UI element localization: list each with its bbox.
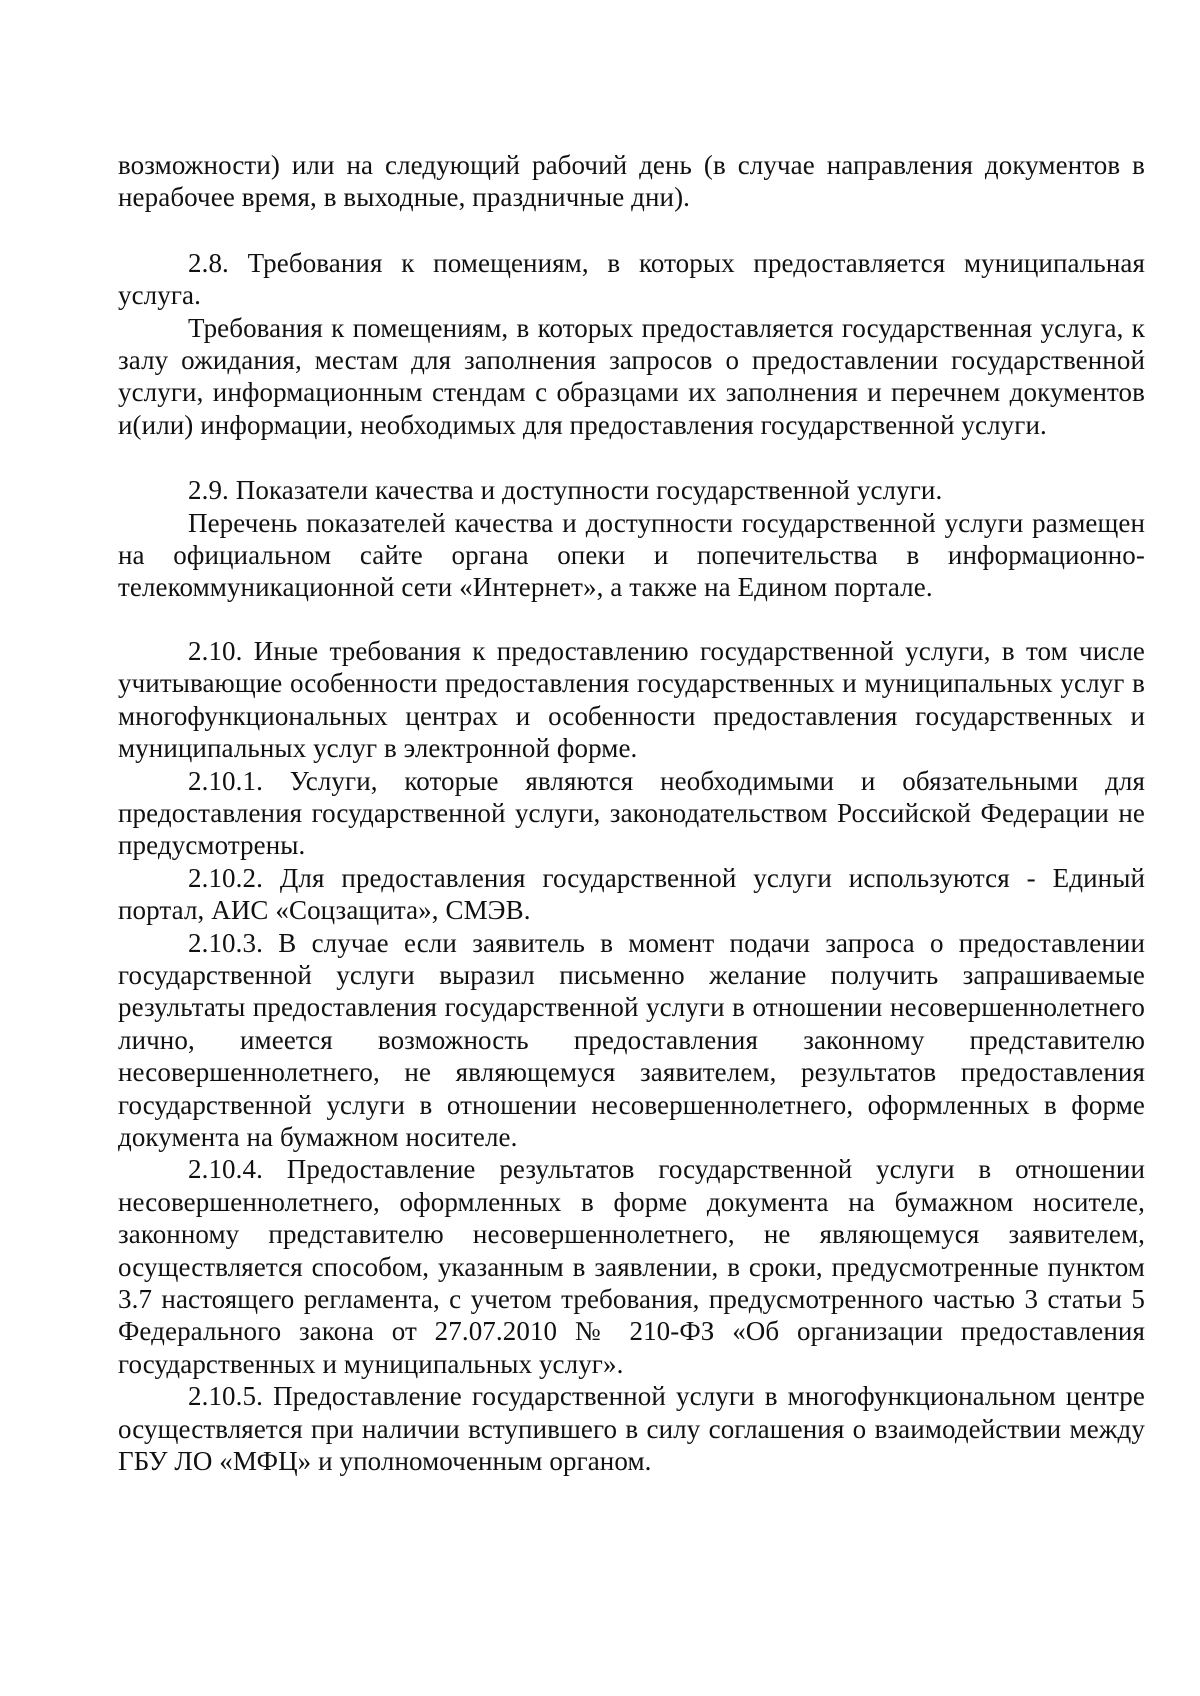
paragraph-2-10-3: 2.10.3. В случае если заявитель в момент подачи запроса о предоставлении государственной услуги выразил письменно желание получить запрашиваемые результаты предоставления государственной услуги в отношении несовершеннолетнего лично, имеется возможность предоставления законному представителю несовершеннолетнего, не являющемуся заявителем, результатов предоставления государственной услуги в отношении несовершеннолетнего, оформленных в форме документа на бумажном носителе. <box>118 927 1145 1152</box>
paragraph-2-10-1: 2.10.1. Услуги, которые являются необходимыми и обязательными для предоставления государственной услуги, законодательством Российской Федерации не предусмотрены. <box>118 765 1145 861</box>
paragraph-2-10-heading: 2.10. Иные требования к предоставлению государственной услуги, в том числе учитывающие особенности предоставления государственных и муниципальных услуг в многофункциональных центрах и особенности предоставления государственных и муниципальных услуг в электронной форме. <box>118 635 1145 764</box>
paragraph-2-10-4: 2.10.4. Предоставление результатов государственной услуги в отношении несовершеннолетнего, оформленных в форме документа на бумажном носителе, законному представителю несовершеннолетнего, не являющемуся заявителем, осуществляется способом, указанным в заявлении, в сроки, предусмотренные пунктом 3.7 настоящего регламента, с учетом требования, предусмотренного частью 3 статьи 5 Федерального закона от 27.07.2010 № 210-ФЗ «Об организации предоставления государственных и муниципальных услуг». <box>118 1154 1145 1379</box>
paragraph-2-9-heading: 2.9. Показатели качества и доступности государственной услуги. <box>188 475 943 506</box>
paragraph-2-9-body: Перечень показателей качества и доступности государственной услуги размещен на официальном сайте органа опеки и попечительства в информационно-телекоммуникационной сети «Интернет», а также на Едином портале. <box>118 507 1145 603</box>
paragraph-2-10-5: 2.10.5. Предоставление государственной услуги в многофункциональном центре осуществляется при наличии вступившего в силу соглашения о взаимодействии между ГБУ ЛО «МФЦ» и уполномоченным органом. <box>118 1381 1145 1477</box>
paragraph-2-8-heading: 2.8. Требования к помещениям, в которых предоставляется муниципальная услуга. <box>118 247 1145 311</box>
paragraph-2-10-2: 2.10.2. Для предоставления государственной услуги используются - Единый портал, АИС «Соцзащита», СМЭВ. <box>118 862 1145 926</box>
paragraph-2-8-body: Требования к помещениям, в которых предоставляется государственная услуга, к залу ожидания, местам для заполнения запросов о предоставлении государственной услуги, информационным стендам с образцами их заполнения и перечнем документов и(или) информации, необходимых для предоставления государственной услуги. <box>118 312 1145 440</box>
document-body <box>118 149 1145 1477</box>
paragraph-continuation: возможности) или на следующий рабочий день (в случае направления документов в нерабочее время, в выходные, праздничные дни). <box>118 150 1145 213</box>
